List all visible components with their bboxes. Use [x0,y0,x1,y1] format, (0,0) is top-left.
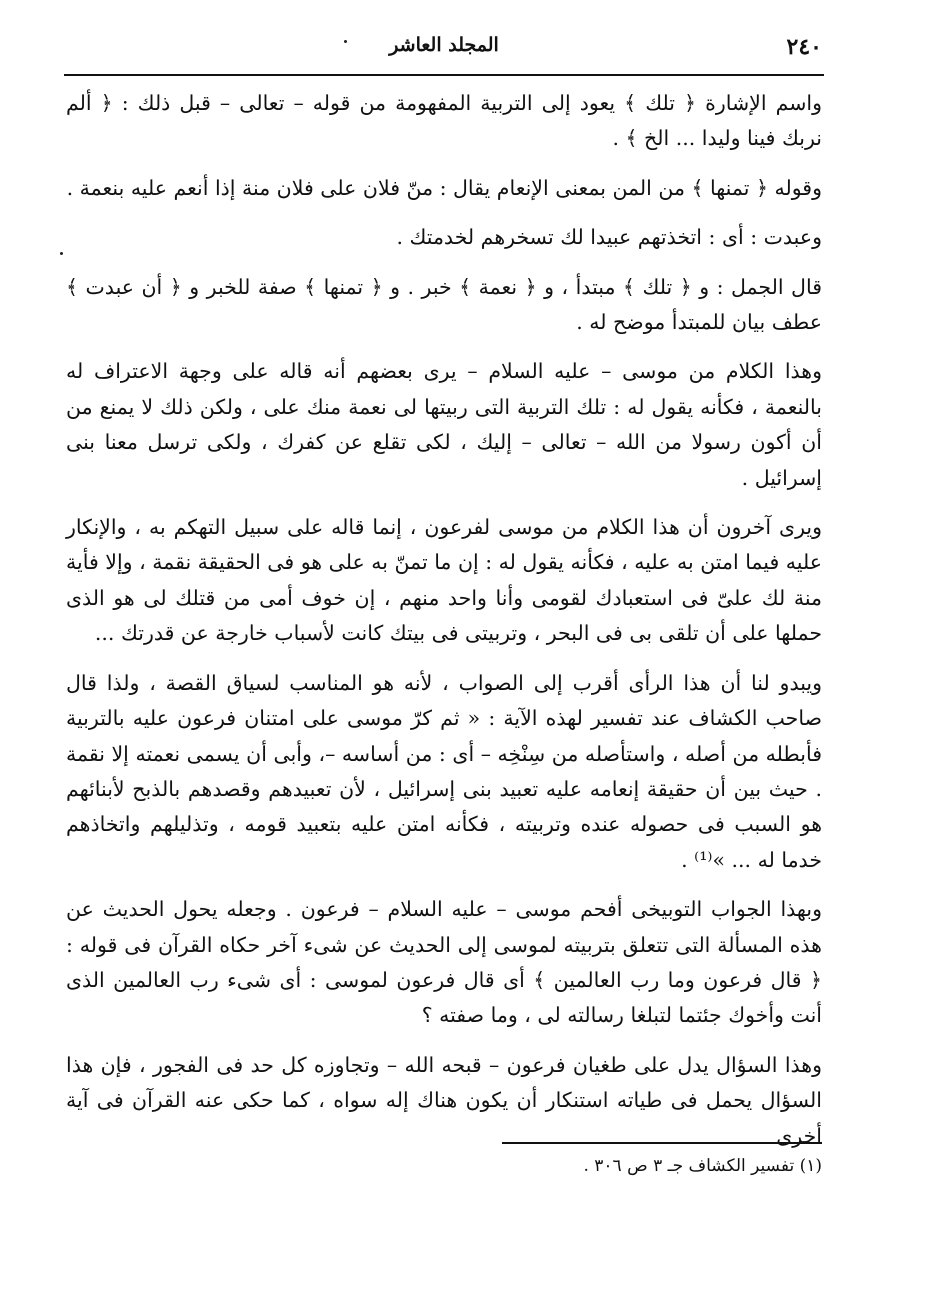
page-header [66,34,822,66]
paragraph-2: وقوله ﴿ تمنها ﴾ من المن بمعنى الإنعام يقال : منّ فلان على فلان منة إذا أنعم عليه بنعمة . [66,175,822,200]
paragraph-5: وهذا الكلام من موسى – عليه السلام – يرى بعضهم أنه قاله على وجهة الاعتراف له بالنعمة ، فكأنه يقول له : تلك التربية التى ربيتها لى نعمة منك على ، ولكن ذلك لا يمنع من أن أكون رسولا من الله – تعالى – إليك ، لكى تقلع عن كفرك ، ولكى ترسل معنا بنى إسرائيل . [66,359,822,490]
scan-speck [344,40,347,43]
paragraph-7: ويبدو لنا أن هذا الرأى أقرب إلى الصواب ، لأنه هو المناسب لسياق القصة ، ولذا قال صاحب الكشاف عند تفسير لهذه الآية : « ثم كرّ موسى على امتنان فرعون عليه بالتربية فأبطله من أصله ، واستأصله من سِنْخِه – أى : من أساسه –، وأبى أن يسمى نعمته إلا نقمة . حيث بين أن حقيقة إنعامه عليه تعبيد بنى إسرائيل ، لأن تعبيدهم وقصدهم بالذبح لأبنائهم هو السبب فى حصوله عنده وتربيته ، فكأنه امتن عليه بتعبيد قومه ، وتذليلهم واتخاذهم خدما له ... »⁽¹⁾ . [66,670,822,872]
footnote-divider [502,1142,822,1144]
paragraph-9: وهذا السؤال يدل على طغيان فرعون – قبحه الله – وتجاوزه كل حد فى الفجور ، فإن هذا السؤال يحمل فى طياته استنكار أن يكون هناك إله سواه ، كما حكى عنه القرآن فى آية أخرى [66,1052,822,1148]
footnote: (١) تفسير الكشاف جـ ٣ ص ٣٠٦ . [583,1156,822,1176]
running-title: المجلد العاشر [389,34,499,56]
page-number: ٢٤٠ [786,34,822,60]
main-text [66,86,822,1168]
paragraph-8: وبهذا الجواب التوبيخى أفحم موسى – عليه السلام – فرعون . وجعله يحول الحديث عن هذه المسألة التى تتعلق بتربيته لموسى إلى الحديث عن شىء آخر حكاه القرآن فى قوله : ﴿ قال فرعون وما رب العالمين ﴾ أى قال فرعون لموسى : أى شىء رب العالمين الذى أنت وأخوك جئتما لتبلغا رسالته لى ، وما صفته ؟ [66,897,822,1028]
paragraph-1: واسم الإشارة ﴿ تلك ﴾ يعود إلى التربية المفهومة من قوله – تعالى – قبل ذلك : ﴿ ألم نربك فينا وليدا ... الخ ﴾ . [66,91,822,151]
scan-speck [60,252,63,255]
paragraph-3: وعبدت : أى : اتخذتهم عبيدا لك تسخرهم لخدمتك . [396,225,822,250]
paragraph-4: قال الجمل : و ﴿ تلك ﴾ مبتدأ ، و ﴿ نعمة ﴾ خبر . و ﴿ تمنها ﴾ صفة للخبر و ﴿ أن عبدت ﴾ عطف بيان للمبتدأ موضح له . [66,274,822,335]
paragraph-6: ويرى آخرون أن هذا الكلام من موسى لفرعون ، إنما قاله على سبيل التهكم به ، والإنكار عليه فيما امتن به عليه ، فكأنه يقول له : إن ما تمنّ به على هو فى الحقيقة نقمة ، وإلا فأية منة لك علىّ فى استعبادك لقومى وأنا واحد منهم ، إن خوف أمى من قتلك لى هو الذى حملها على أن تلقى بى فى البحر ، وتربيتى فى بيتك كانت لأسباب خارجة عن قدرتك ... [66,515,822,646]
header-divider [64,74,824,76]
